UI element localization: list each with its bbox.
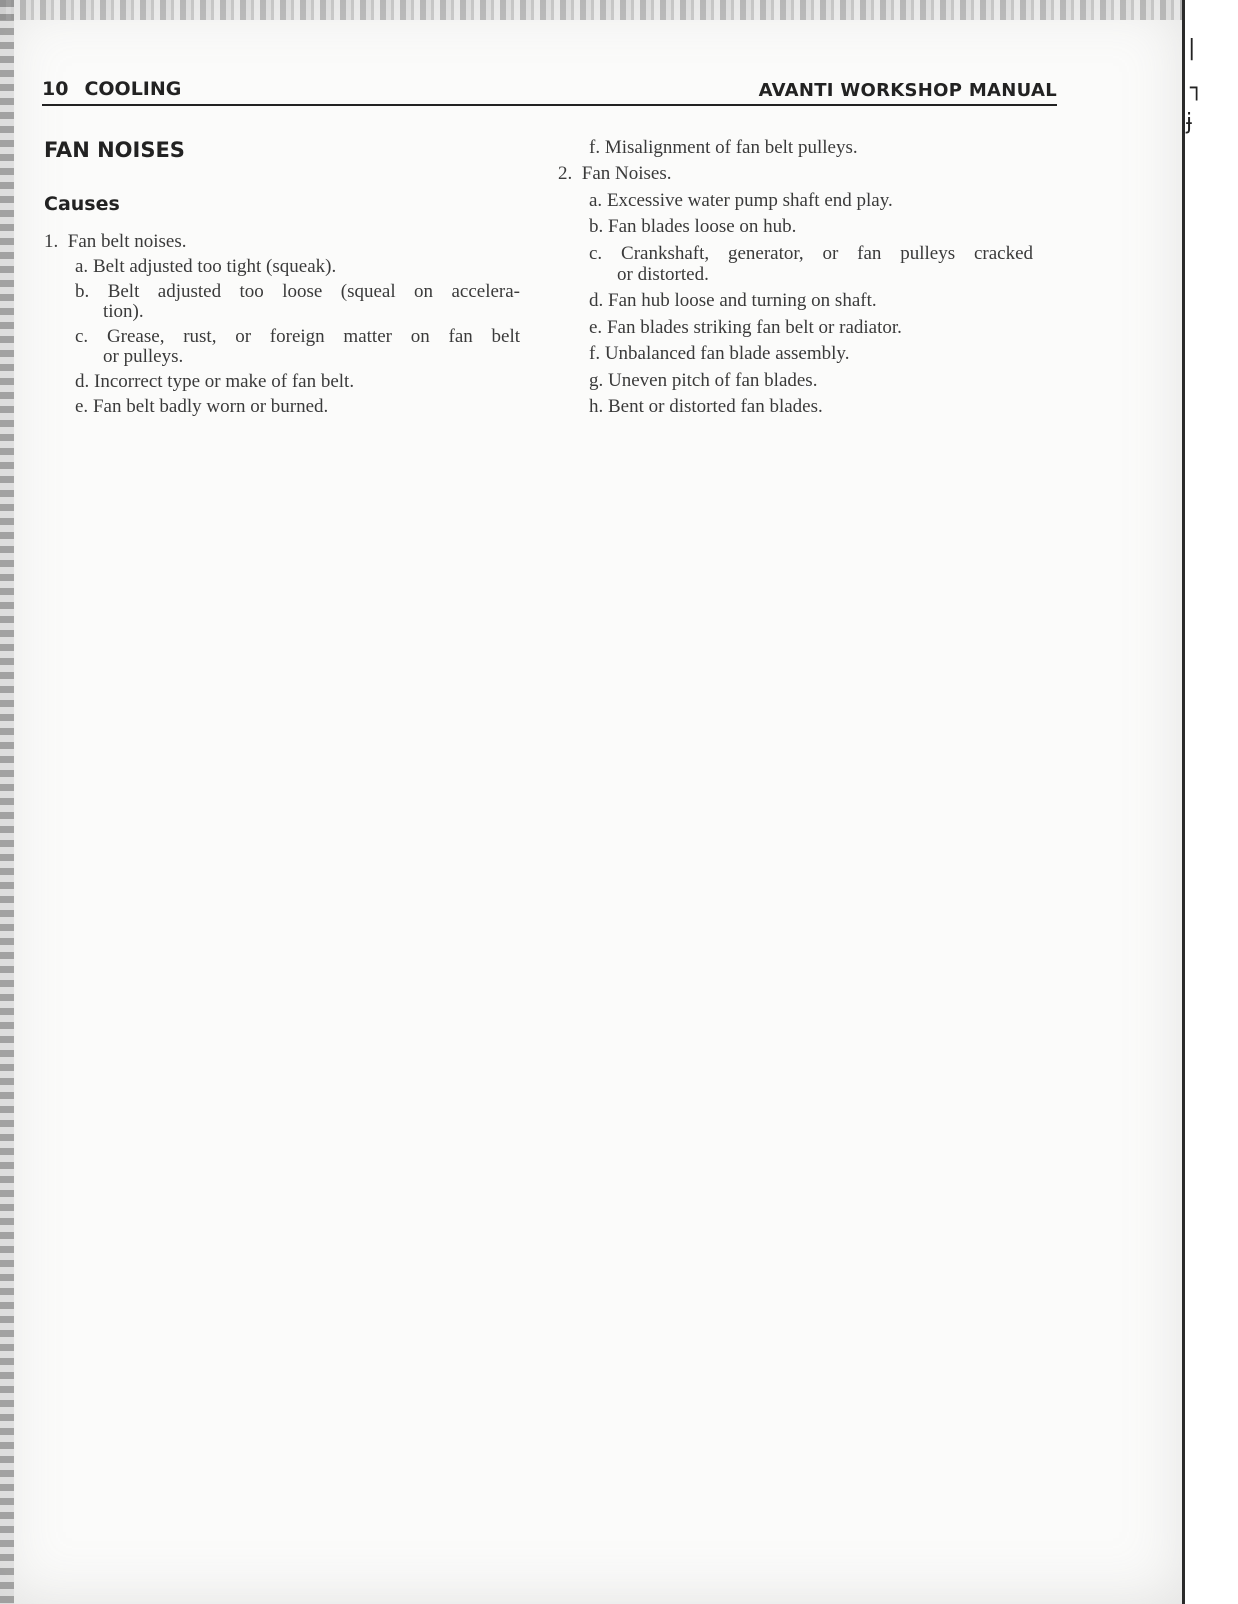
- cause-2-heading: [558, 163, 671, 185]
- item-letter: a.: [75, 256, 89, 277]
- item-text: Uneven pitch of fan blades.: [608, 370, 818, 391]
- item-letter: d.: [75, 371, 90, 392]
- item-text: Fan blades striking fan belt or radiator.: [606, 317, 902, 338]
- item-letter: f.: [589, 343, 601, 364]
- item-text: Unbalanced fan blade assembly.: [604, 343, 850, 364]
- item-text: Bent or distorted fan blades.: [608, 396, 823, 417]
- cause-title: Fan Noises.: [581, 163, 672, 184]
- item-letter: g.: [589, 370, 604, 391]
- subsection-title: Causes: [44, 193, 120, 215]
- manual-title: AVANTI WORKSHOP MANUAL: [758, 80, 1057, 101]
- cause-number: 1.: [44, 231, 59, 252]
- item-text: Misalignment of fan belt pulleys.: [604, 137, 858, 158]
- header-left: [42, 78, 181, 100]
- item-letter: a.: [589, 190, 603, 211]
- scan-left-edge: [0, 0, 14, 1604]
- page-header: [42, 74, 1057, 106]
- item-letter: b.: [75, 281, 90, 302]
- cause-title: Fan belt noises.: [67, 231, 187, 252]
- item-text: Excessive water pump shaft end play.: [606, 190, 893, 211]
- margin-mark-middle: ┐: [1190, 76, 1204, 101]
- item-letter: e.: [589, 317, 603, 338]
- cause-number: 2.: [558, 163, 573, 184]
- item-letter: f.: [589, 137, 601, 158]
- list-item: [589, 396, 823, 418]
- item-continuation: tion).: [103, 301, 144, 322]
- margin-mark-top: |: [1188, 36, 1196, 61]
- list-item: [589, 137, 858, 159]
- item-letter: h.: [589, 396, 604, 417]
- scan-top-edge-noise: [0, 0, 1185, 20]
- list-item: [75, 371, 354, 393]
- page-number: 10: [42, 78, 69, 100]
- list-item: [589, 190, 893, 212]
- list-item: [589, 216, 796, 238]
- cause-1-heading: [44, 231, 187, 253]
- item-text: Belt adjusted too loose (squeal on accelera-: [107, 281, 521, 302]
- item-text: Fan blades loose on hub.: [608, 216, 797, 237]
- list-item: [75, 326, 520, 348]
- item-text: Fan hub loose and turning on shaft.: [608, 290, 877, 311]
- item-letter: d.: [589, 290, 604, 311]
- list-item: [75, 396, 328, 418]
- item-letter: c.: [75, 326, 89, 347]
- item-continuation: or distorted.: [617, 264, 709, 285]
- list-item: [589, 243, 1033, 265]
- list-item: [589, 290, 877, 312]
- item-letter: b.: [589, 216, 604, 237]
- item-letter: e.: [75, 396, 89, 417]
- scan-right-edge-line: [1182, 0, 1185, 1604]
- item-text: Incorrect type or make of fan belt.: [94, 371, 355, 392]
- item-text: Grease, rust, or foreign matter on fan belt: [106, 326, 521, 347]
- item-text: Belt adjusted too tight (squeak).: [92, 256, 337, 277]
- list-item: [589, 343, 849, 365]
- item-text: Crankshaft, generator, or fan pulleys cracked: [621, 243, 1033, 264]
- list-item: [75, 281, 520, 303]
- item-letter: c.: [589, 243, 603, 264]
- item-text: Fan belt badly worn or burned.: [92, 396, 329, 417]
- list-item: [75, 256, 336, 278]
- header-section: COOLING: [84, 78, 182, 100]
- margin-mark-lower: ɉ: [1186, 110, 1193, 135]
- item-continuation: or pulleys.: [103, 346, 184, 367]
- list-item: [589, 317, 902, 339]
- list-item: [589, 370, 817, 392]
- section-title: FAN NOISES: [44, 138, 185, 162]
